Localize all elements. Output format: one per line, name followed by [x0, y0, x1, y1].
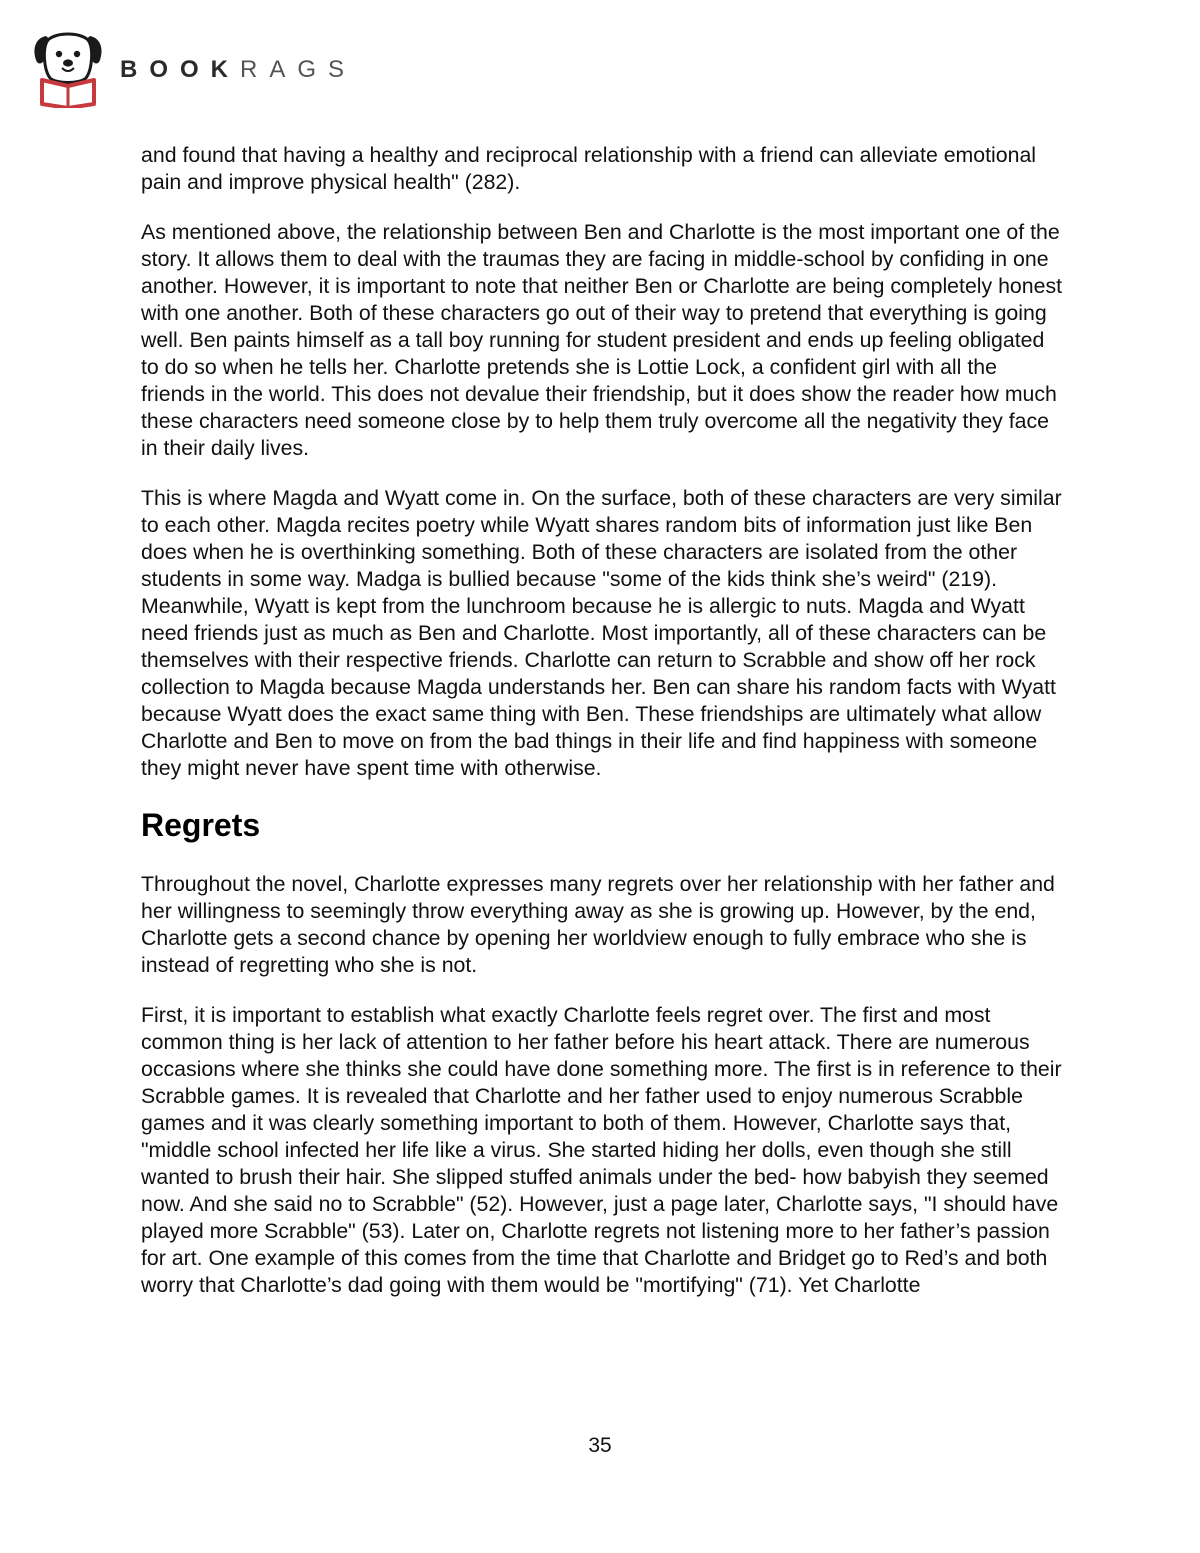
body-paragraph: Throughout the novel, Charlotte expresses many regrets over her relationship with her father and her willingness to seemingly throw everything away as she is growing up. However, by the end, Charlotte gets a second chance by opening her worldview enough to fully embrace who she is instead of regretting who she is not. — [141, 872, 1055, 977]
body-paragraph: As mentioned above, the relationship between Ben and Charlotte is the most important one of the story. It allows them to deal with the traumas they are facing in middle-school by confiding in one another. However, it is important to note that neither Ben or Charlotte are being completely honest with one another. Both of these characters go out of their way to pretend that everything is going well. Ben paints himself as a tall boy running for student president and ends up feeling obligated to do so when he tells her. Charlotte pretends she is Lottie Lock, a confident girl with all the friends in the world. This does not devalue their friendship, but it does show the reader how much these characters need someone close by to help them truly overcome all the negativity they face in their daily lives. — [141, 220, 1063, 460]
brand-bold-text: BOOK — [120, 56, 240, 83]
page-number: 35 — [588, 1434, 612, 1457]
bookrags-dog-logo-icon — [32, 30, 104, 108]
body-paragraph: First, it is important to establish what exactly Charlotte feels regret over. The first and most common thing is her lack of attention to her father before his heart attack. There are numerous occasions where she thinks she could have done something more. The first is in reference to their Scrabble games. It is revealed that Charlotte and her father used to enjoy numerous Scrabble games and it was clearly something important to both of them. However, Charlotte says that, "middle school infected her life like a virus. She started hiding her dolls, even though she still wanted to brush their hair. She slipped stuffed animals under the bed- how babyish they seemed now. And she said no to Scrabble" (52). However, just a page later, Charlotte says, "I should have played more Scrabble" (53). Later on, Charlotte regrets not listening more to her father’s passion for art. One example of this comes from the time that Charlotte and Bridget go to Red’s and both worry that Charlotte’s dad going with them would be "mortifying" (71). Yet Charlotte — [141, 1003, 1062, 1297]
bookrags-wordmark — [120, 56, 356, 84]
document-body — [141, 142, 1063, 1322]
brand-light-text: RAGS — [240, 56, 357, 83]
body-paragraph: This is where Magda and Wyatt come in. On the surface, both of these characters are very similar to each other. Magda recites poetry while Wyatt shares random bits of information just like Ben does when he is overthinking something. Both of these characters are isolated from the other students in some way. Madga is bullied because "some of the kids think she’s weird" (219). Meanwhile, Wyatt is kept from the lunchroom because he is allergic to nuts. Magda and Wyatt need friends just as much as Ben and Charlotte. Most importantly, all of these characters can be themselves with their respective friends. Charlotte can return to Scrabble and show off her rock collection to Magda because Magda understands her. Ben can share his random facts with Wyatt because Wyatt does the exact same thing with Ben. These friendships are ultimately what allow Charlotte and Ben to move on from the bad things in their life and find happiness with someone they might never have spent time with otherwise. — [141, 486, 1062, 780]
body-paragraph: and found that having a healthy and reciprocal relationship with a friend can alleviate emotional pain and improve physical health" (282). — [141, 143, 1037, 194]
section-heading: Regrets — [141, 807, 261, 843]
bookrags-logo[interactable] — [32, 30, 356, 108]
